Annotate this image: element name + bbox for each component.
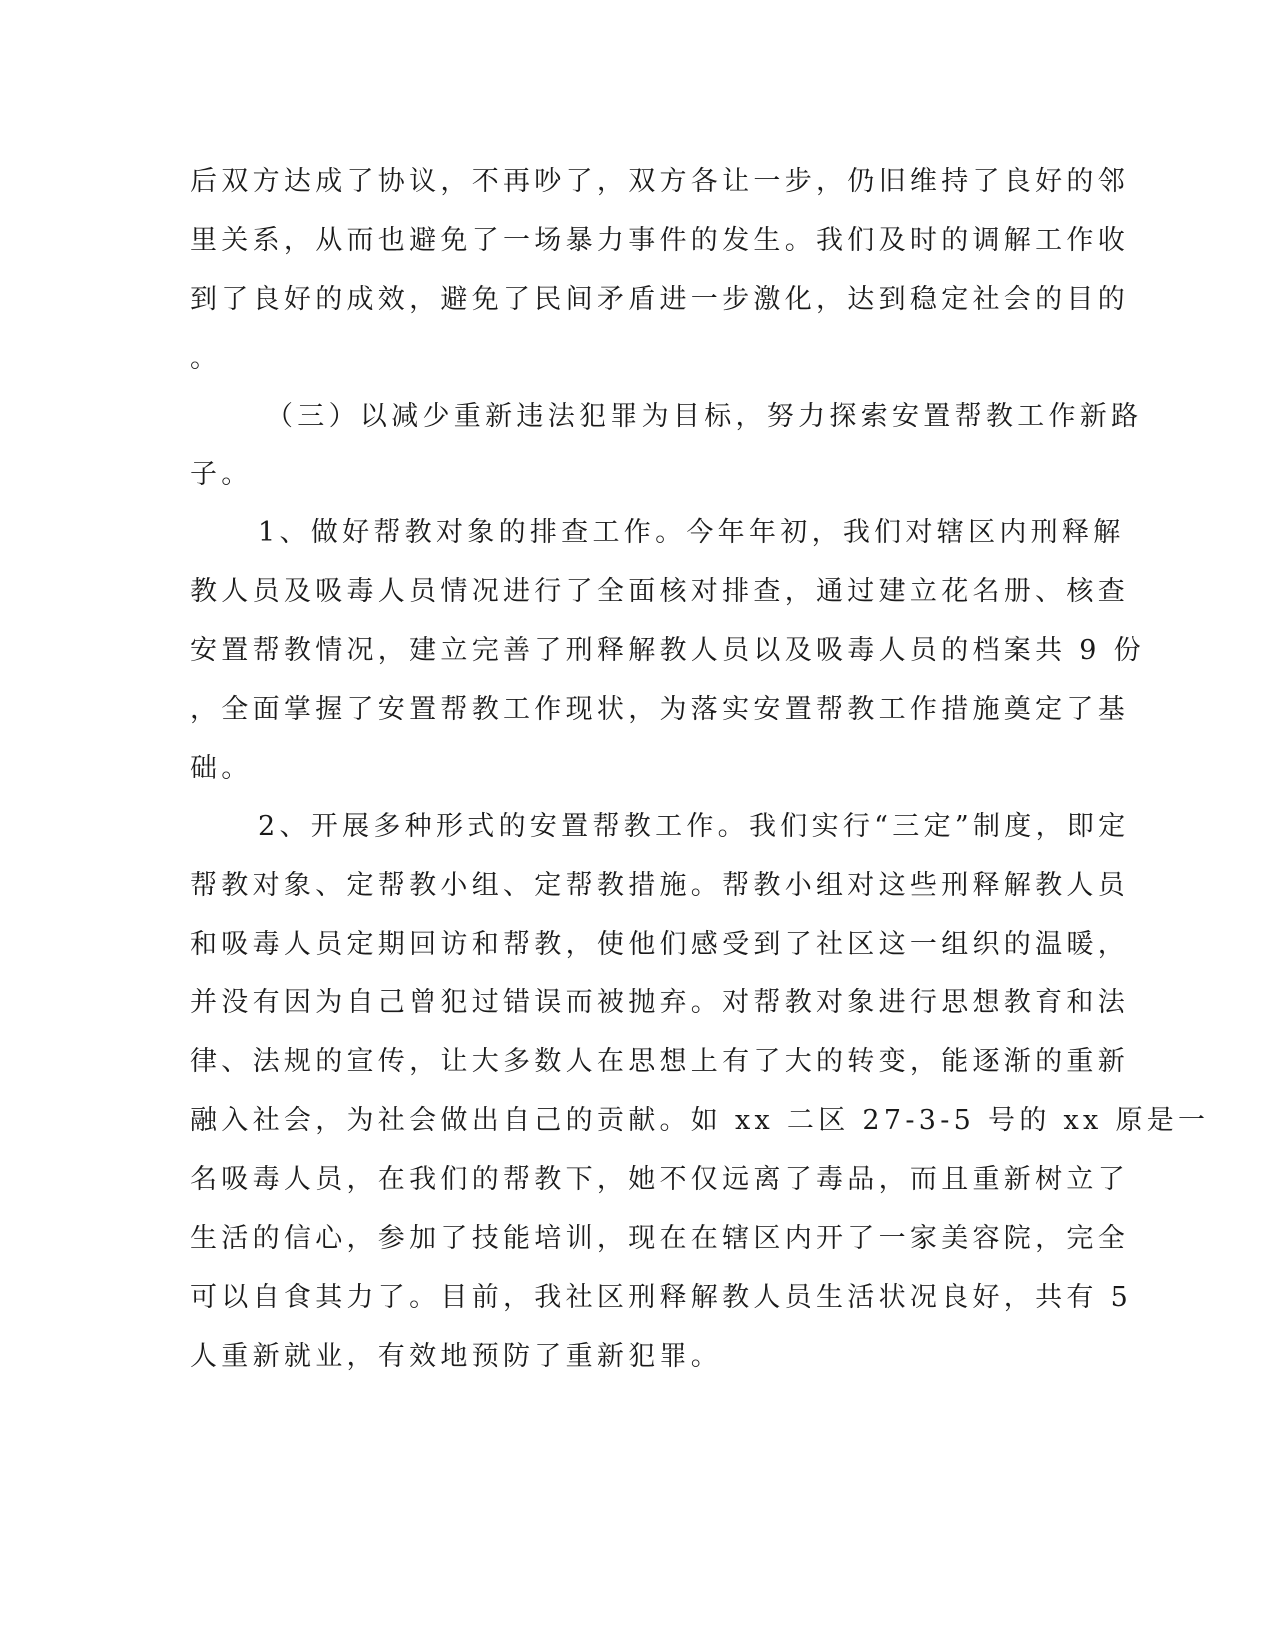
text-line: ，全面掌握了安置帮教工作现状，为落实安置帮教工作措施奠定了基 bbox=[190, 694, 1129, 725]
list-item-heading: 2、开展多种形式的安置帮教工作。我们实行“三定”制度，即定 bbox=[258, 811, 1130, 842]
text-line: 后双方达成了协议，不再吵了，双方各让一步，仍旧维持了良好的邻 bbox=[190, 166, 1129, 197]
text-line: 子。 bbox=[190, 459, 253, 490]
text-line: 人重新就业，有效地预防了重新犯罪。 bbox=[190, 1341, 723, 1372]
text-line: 到了良好的成效，避免了民间矛盾进一步激化，达到稳定社会的目的 bbox=[190, 284, 1129, 315]
text-line: 生活的信心，参加了技能培训，现在在辖区内开了一家美容院，完全 bbox=[190, 1223, 1129, 1254]
text-line: 律、法规的宣传，让大多数人在思想上有了大的转变，能逐渐的重新 bbox=[190, 1046, 1129, 1077]
text-line: 。 bbox=[190, 343, 222, 374]
text-line: 帮教对象、定帮教小组、定帮教措施。帮教小组对这些刑释解教人员 bbox=[190, 870, 1129, 901]
text-line: 并没有因为自己曾犯过错误而被抛弃。对帮教对象进行思想教育和法 bbox=[190, 987, 1129, 1018]
text-line: 里关系，从而也避免了一场暴力事件的发生。我们及时的调解工作收 bbox=[190, 225, 1129, 256]
text-line: 教人员及吸毒人员情况进行了全面核对排查，通过建立花名册、核查 bbox=[190, 576, 1129, 607]
text-line: 融入社会，为社会做出自己的贡献。如 xx 二区 27-3-5 号的 xx 原是一 bbox=[190, 1105, 1210, 1136]
text-line: 可以自食其力了。目前，我社区刑释解教人员生活状况良好，共有 5 bbox=[190, 1282, 1133, 1313]
section-heading: （三）以减少重新违法犯罪为目标，努力探索安置帮教工作新路 bbox=[266, 401, 1143, 432]
text-line: 名吸毒人员，在我们的帮教下，她不仅远离了毒品，而且重新树立了 bbox=[190, 1164, 1129, 1195]
text-line: 和吸毒人员定期回访和帮教，使他们感受到了社区这一组织的温暖， bbox=[190, 929, 1129, 960]
list-item-heading: 1、做好帮教对象的排查工作。今年年初，我们对辖区内刑释解 bbox=[258, 517, 1125, 548]
text-line: 安置帮教情况，建立完善了刑释解教人员以及吸毒人员的档案共 9 份 bbox=[190, 635, 1145, 666]
text-line: 础。 bbox=[190, 753, 253, 784]
